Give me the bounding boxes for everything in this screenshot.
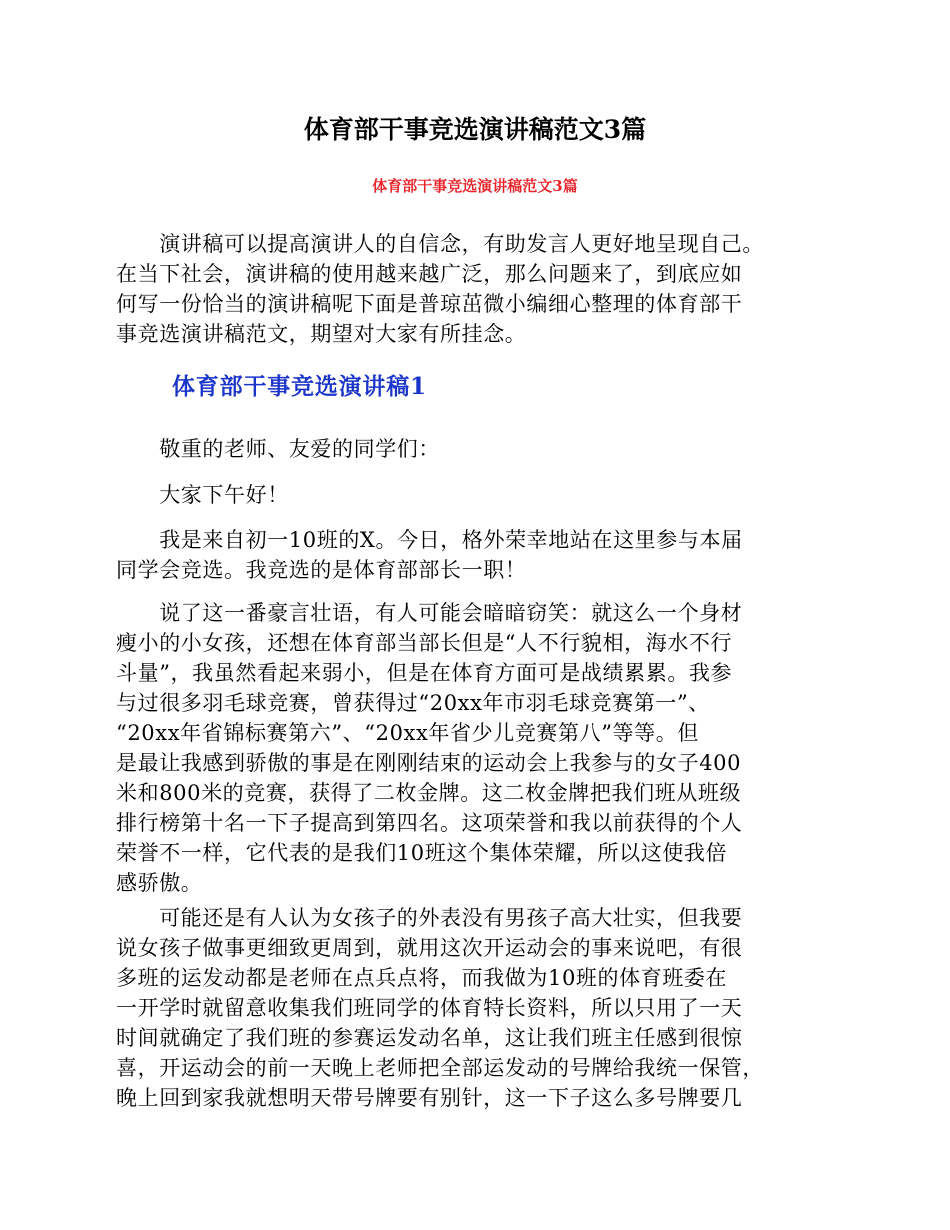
- text-line: 说了这一番豪言壮语，有人可能会暗暗窃笑：就这么一个身材: [116, 601, 743, 625]
- document-title: 体育部干事竞选演讲稿范文3篇: [303, 115, 647, 144]
- text-line: 同学会竞选。我竞选的是体育部部长一职！: [116, 558, 527, 582]
- text-line: 大家下午好！: [116, 483, 289, 507]
- text-line: 演讲稿可以提高演讲人的自信念，有助发言人更好地呈现自己。: [116, 232, 764, 256]
- text-line: 与过很多羽毛球竞赛，曾获得过“20xx年市羽毛球竞赛第一”、: [116, 691, 710, 715]
- document-subtitle: 体育部干事竞选演讲稿范文3篇: [372, 177, 578, 195]
- text-line: 可能还是有人认为女孩子的外表没有男孩子高大壮实，但我要: [116, 906, 743, 930]
- text-line: 瘦小的小女孩，还想在体育部当部长但是“人不行貌相，海水不行: [116, 631, 733, 655]
- text-line: 喜，开运动会的前一天晚上老师把全部运发动的号牌给我统一保管，: [116, 1056, 764, 1080]
- text-line: 多班的运发动都是老师在点兵点将，而我做为10班的体育班委在: [116, 966, 728, 990]
- text-line: 敬重的老师、友爱的同学们：: [116, 437, 440, 461]
- text-line: 晚上回到家我就想明天带号牌要有别针，这一下子这么多号牌要几: [116, 1086, 743, 1110]
- text-line: 排行榜第十名一下子提高到第四名。这项荣誉和我以前获得的个人: [116, 811, 743, 835]
- text-line: 斗量”，我虽然看起来弱小，但是在体育方面可是战绩累累。我参: [116, 661, 733, 685]
- intro-paragraph: [116, 229, 850, 349]
- paragraph-1: [116, 525, 850, 585]
- text-line: 一开学时就留意收集我们班同学的体育特长资料，所以只用了一天: [116, 996, 743, 1020]
- text-line: 何写一份恰当的演讲稿呢下面是普琼茁微小编细心整理的体育部干: [116, 292, 743, 316]
- text-line: 荣誉不一样，它代表的是我们10班这个集体荣耀，所以这使我倍: [116, 841, 728, 865]
- text-line: 是最让我感到骄傲的事是在刚刚结束的运动会上我参与的女子400: [116, 751, 742, 775]
- text-line: “20xx年省锦标赛第六”、“20xx年省少儿竞赛第八”等等。但: [116, 721, 699, 745]
- section-heading: 体育部干事竞选演讲稿1: [172, 373, 427, 400]
- text-line: 时间就确定了我们班的参赛运发动名单，这让我们班主任感到很惊: [116, 1026, 743, 1050]
- greeting-paragraph: [116, 434, 850, 464]
- text-line: 米和800米的竞赛，获得了二枚金牌。这二枚金牌把我们班从班级: [116, 781, 742, 805]
- hello-paragraph: [116, 480, 850, 510]
- paragraph-2: [116, 598, 850, 898]
- text-line: 在当下社会，演讲稿的使用越来越广泛，那么问题来了，到底应如: [116, 262, 743, 286]
- paragraph-3: [116, 903, 850, 1113]
- text-line: 感骄傲。: [116, 871, 203, 895]
- text-line: 事竞选演讲稿范文，期望对大家有所挂念。: [116, 322, 527, 346]
- text-line: 说女孩子做事更细致更周到，就用这次开运动会的事来说吧，有很: [116, 936, 743, 960]
- text-line: 我是来自初一10班的X。今日，格外荣幸地站在这里参与本届: [116, 528, 743, 552]
